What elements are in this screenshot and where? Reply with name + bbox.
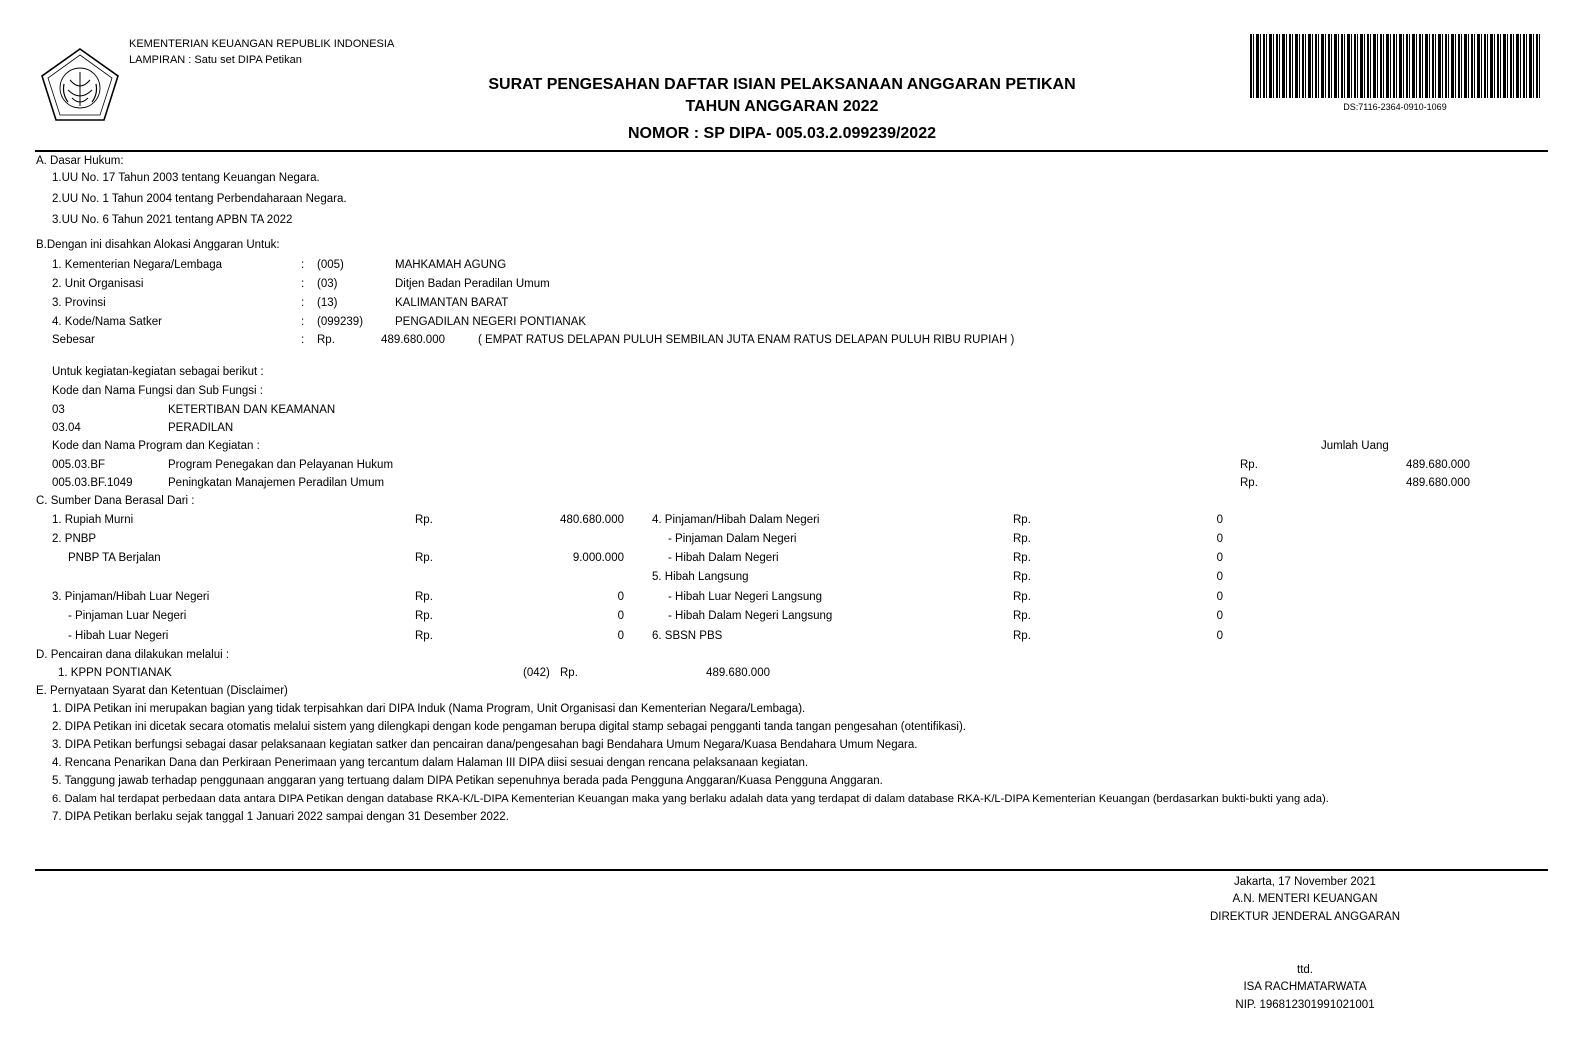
fund-source-label: - Hibah Dalam Negeri Langsung	[668, 610, 833, 622]
fund-source-amount: 0	[1216, 514, 1223, 526]
colon: :	[301, 259, 305, 271]
signature-on-behalf: A.N. MENTERI KEUANGAN	[1232, 893, 1378, 905]
fund-source-label: - Hibah Luar Negeri Langsung	[668, 591, 823, 603]
amount-in-words: ( EMPAT RATUS DELAPAN PULUH SEMBILAN JUTA ENAM RATUS DELAPAN PULUH RIBU RUPIAH )	[478, 334, 1015, 346]
fund-source-amount: 0	[617, 630, 624, 642]
barcode-icon	[1250, 34, 1540, 98]
fund-source-amount: 480.680.000	[560, 514, 624, 526]
signatory-nip: NIP. 196812301991021001	[1235, 999, 1375, 1011]
total-amount: 489.680.000	[381, 334, 445, 346]
allocation-code: (13)	[317, 297, 338, 309]
currency-label: Rp.	[317, 334, 335, 346]
program-amount: 489.680.000	[1406, 459, 1470, 471]
fund-source-amount: 0	[1216, 610, 1223, 622]
activities-intro: Untuk kegiatan-kegiatan sebagai berikut :	[52, 366, 264, 378]
currency-label: Rp.	[1013, 591, 1031, 603]
fund-source-label: 6. SBSN PBS	[652, 630, 723, 642]
kppn-code: (042)	[523, 667, 550, 679]
currency-label: Rp.	[415, 591, 433, 603]
fund-source-amount: 0	[1216, 571, 1223, 583]
currency-label: Rp.	[1013, 552, 1031, 564]
fund-source-amount: 9.000.000	[572, 552, 624, 564]
document-number: NOMOR : SP DIPA- 005.03.2.099239/2022	[627, 125, 936, 142]
ministry-name: KEMENTERIAN KEUANGAN REPUBLIK INDONESIA	[129, 38, 395, 50]
fund-source-label: - Pinjaman Luar Negeri	[68, 610, 187, 622]
sebesar-label: Sebesar	[52, 334, 95, 346]
kppn-amount: 489.680.000	[706, 667, 770, 679]
fund-source-label: - Hibah Dalam Negeri	[668, 552, 779, 564]
allocation-value: MAHKAMAH AGUNG	[395, 259, 507, 271]
currency-label: Rp.	[415, 514, 433, 526]
allocation-value: PENGADILAN NEGERI PONTIANAK	[395, 316, 587, 328]
fund-source-label: PNBP TA Berjalan	[68, 552, 161, 564]
program-amount: 489.680.000	[1406, 477, 1470, 489]
header-divider	[35, 150, 1548, 152]
amount-column-heading: Jumlah Uang	[1321, 440, 1389, 452]
program-name: Peningkatan Manajemen Peradilan Umum	[168, 477, 385, 489]
fund-source-amount: 0	[1216, 591, 1223, 603]
fiscal-year-title: TAHUN ANGGARAN 2022	[685, 98, 879, 115]
currency-label: Rp.	[1013, 533, 1031, 545]
fungsi-heading: Kode dan Nama Fungsi dan Sub Fungsi :	[52, 385, 263, 397]
allocation-value: Ditjen Badan Peradilan Umum	[395, 278, 550, 290]
fund-source-amount: 0	[1216, 533, 1223, 545]
disclaimer-item: 1. DIPA Petikan ini merupakan bagian yang tidak terpisahkan dari DIPA Induk (Nama Program, Unit Organisasi dan Kementerian Negara/Lembaga).	[52, 703, 806, 715]
disclaimer-item: 5. Tanggung jawab terhadap penggunaan anggaran yang tertuang dalam DIPA Petikan sepenuhnya berada pada Pengguna Anggaran/Kuasa Pengguna Anggaran.	[52, 775, 883, 787]
legal-basis-item: 2.UU No. 1 Tahun 2004 tentang Perbendaharaan Negara.	[52, 193, 347, 205]
allocation-label: 3. Provinsi	[52, 297, 106, 309]
document-title: SURAT PENGESAHAN DAFTAR ISIAN PELAKSANAAN ANGGARAN PETIKAN	[488, 76, 1076, 93]
fund-source-label: - Hibah Luar Negeri	[68, 630, 169, 642]
program-name: Program Penegakan dan Pelayanan Hukum	[168, 459, 394, 471]
ministry-seal-logo	[38, 46, 122, 124]
currency-label: Rp.	[1013, 630, 1031, 642]
disclaimer-item: 3. DIPA Petikan berfungsi sebagai dasar pelaksanaan kegiatan satker dan pencairan dana/pengesahan bagi Bendahara Umum Negara/Kuasa Bendahara Umum Negara.	[52, 739, 918, 751]
allocation-label: 4. Kode/Nama Satker	[52, 316, 162, 328]
section-d-heading: D. Pencairan dana dilakukan melalui :	[36, 649, 230, 661]
signature-position: DIREKTUR JENDERAL ANGGARAN	[1210, 911, 1400, 923]
fund-source-amount: 0	[1216, 552, 1223, 564]
currency-label: Rp.	[1013, 610, 1031, 622]
signature-ttd: ttd.	[1297, 964, 1313, 976]
currency-label: Rp.	[1013, 514, 1031, 526]
fungsi-name: KETERTIBAN DAN KEAMANAN	[168, 404, 336, 416]
fund-source-label: - Pinjaman Dalam Negeri	[668, 533, 797, 545]
kppn-label: 1. KPPN PONTIANAK	[58, 667, 172, 679]
currency-label: Rp.	[415, 630, 433, 642]
section-b-heading: B.Dengan ini disahkan Alokasi Anggaran Untuk:	[36, 239, 280, 251]
fund-source-label: 2. PNBP	[52, 533, 97, 545]
disclaimer-item: 4. Rencana Penarikan Dana dan Perkiraan Penerimaan yang tercantum dalam Halaman III DIPA diisi sesuai dengan rencana pelaksanaan kegiatan.	[52, 757, 809, 769]
fungsi-name: PERADILAN	[168, 422, 234, 434]
disclaimer-item: 6. Dalam hal terdapat perbedaan data antara DIPA Petikan dengan database RKA-K/L-DIPA Kementerian Keuangan maka yang berlaku adalah data yang terdapat di dalam database RKA-K/L-DIPA Kementerian Keuangan (berdasarkan bukti-bukti yang ada).	[52, 793, 1329, 805]
fund-source-label: 3. Pinjaman/Hibah Luar Negeri	[52, 591, 210, 603]
disclaimer-item: 2. DIPA Petikan ini dicetak secara otomatis melalui sistem yang dilengkapi dengan kode pengaman berupa digital stamp sebagai pengganti tanda tangan pengesahan (otentifikasi).	[52, 721, 966, 733]
legal-basis-item: 3.UU No. 6 Tahun 2021 tentang APBN TA 2022	[52, 214, 293, 226]
colon: :	[301, 297, 305, 309]
section-c-heading: C. Sumber Dana Berasal Dari :	[36, 495, 195, 507]
fungsi-code: 03	[52, 404, 65, 416]
footer-divider	[35, 869, 1548, 871]
disclaimer-item: 7. DIPA Petikan berlaku sejak tanggal 1 Januari 2022 sampai dengan 31 Desember 2022.	[52, 811, 509, 823]
currency-label: Rp.	[1240, 477, 1258, 489]
allocation-label: 1. Kementerian Negara/Lembaga	[52, 259, 223, 271]
signatory-name: ISA RACHMATARWATA	[1243, 981, 1367, 993]
fund-source-amount: 0	[617, 591, 624, 603]
signature-place-date: Jakarta, 17 November 2021	[1234, 876, 1376, 888]
section-a-heading: A. Dasar Hukum:	[36, 155, 124, 167]
colon: :	[301, 334, 305, 346]
section-e-heading: E. Pernyataan Syarat dan Ketentuan (Disclaimer)	[36, 685, 288, 697]
colon: :	[301, 278, 305, 290]
allocation-code: (099239)	[317, 316, 364, 328]
fungsi-code: 03.04	[52, 422, 81, 434]
fund-source-label: 1. Rupiah Murni	[52, 514, 134, 526]
allocation-code: (03)	[317, 278, 338, 290]
allocation-value: KALIMANTAN BARAT	[395, 297, 509, 309]
currency-label: Rp.	[415, 610, 433, 622]
allocation-code: (005)	[317, 259, 344, 271]
program-code: 005.03.BF	[52, 459, 106, 471]
attachment-note: LAMPIRAN : Satu set DIPA Petikan	[129, 54, 302, 66]
barcode-text: DS:7116-2364-0910-1069	[1343, 102, 1447, 112]
legal-basis-item: 1.UU No. 17 Tahun 2003 tentang Keuangan Negara.	[52, 172, 320, 184]
program-code: 005.03.BF.1049	[52, 477, 133, 489]
fund-source-label: 5. Hibah Langsung	[652, 571, 749, 583]
currency-label: Rp.	[1013, 571, 1031, 583]
currency-label: Rp.	[560, 667, 578, 679]
program-heading: Kode dan Nama Program dan Kegiatan :	[52, 440, 260, 452]
fund-source-label: 4. Pinjaman/Hibah Dalam Negeri	[652, 514, 820, 526]
allocation-label: 2. Unit Organisasi	[52, 278, 144, 290]
currency-label: Rp.	[1240, 459, 1258, 471]
fund-source-amount: 0	[1216, 630, 1223, 642]
currency-label: Rp.	[415, 552, 433, 564]
fund-source-amount: 0	[617, 610, 624, 622]
colon: :	[301, 316, 305, 328]
